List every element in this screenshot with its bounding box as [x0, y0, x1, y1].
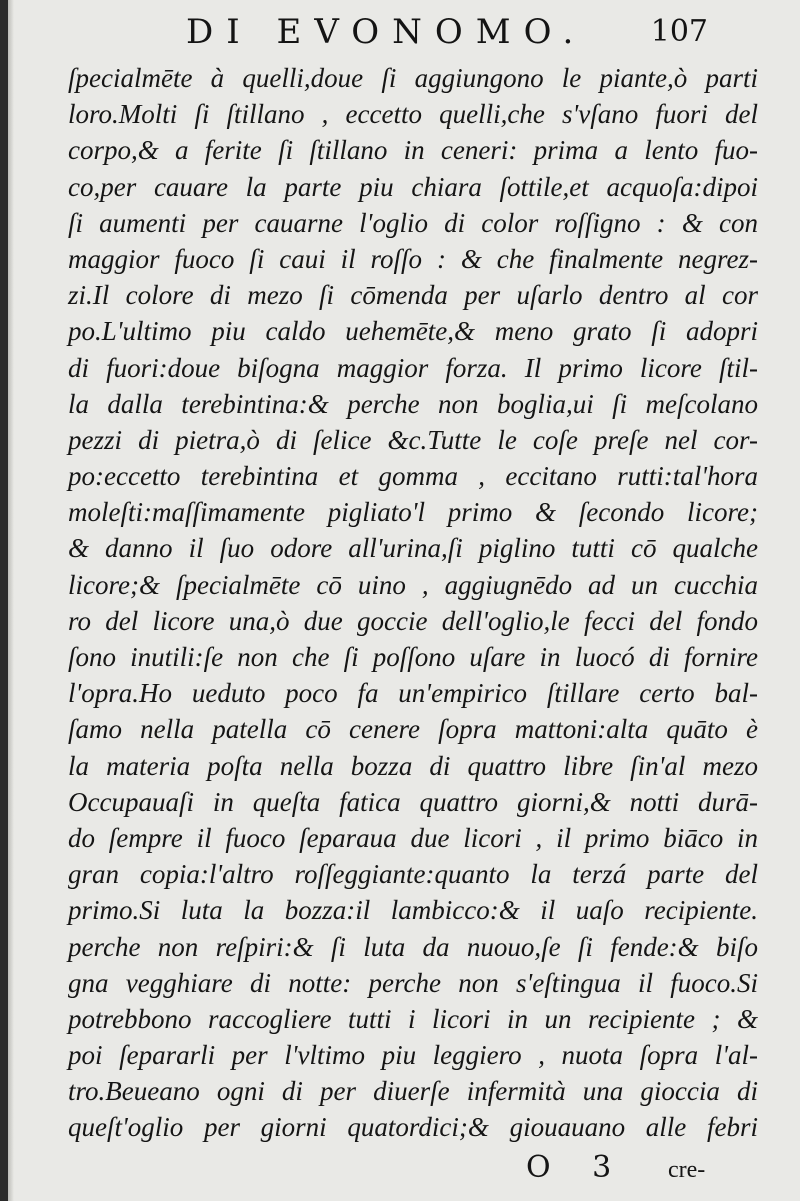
text-line: poi ſepararli per l'vltimo piu leggiero , nuota ſopra l'al- — [68, 1040, 758, 1071]
text-line: potrebbono raccogliere tutti i licori in un recipiente ; & — [68, 1003, 758, 1034]
text-line: ſi aumenti per cauarne l'oglio di color roſſigno : & con — [68, 207, 758, 238]
page-gutter-shadow — [8, 0, 14, 1201]
page-number: 107 — [650, 14, 708, 49]
text-line: maggior fuoco ſi caui il roſſo : & che finalmente negrez- — [68, 243, 758, 274]
text-line: gna vegghiare di notte: perche non s'eſtingua il fuoco.Si — [68, 967, 758, 998]
signature-mark: O 3 — [526, 1150, 628, 1185]
text-line: do ſempre il fuoco ſeparaua due licori , il primo biāco in — [68, 822, 758, 853]
book-page — [8, 0, 800, 1201]
text-line: licore;& ſpecialmēte cō uino , aggiugnēdo ad un cucchia — [68, 569, 758, 600]
text-line: loro.Molti ſi ſtillano , eccetto quelli,che s'vſano fuori del — [68, 99, 758, 130]
text-line: la materia poſta nella bozza di quattro libre ſin'al mezo — [68, 750, 758, 781]
text-line: ſamo nella patella cō cenere ſopra mattoni:alta quāto è — [68, 714, 758, 745]
text-line: gran copia:l'altro roſſeggiante:quanto la terzá parte del — [68, 859, 758, 890]
text-line: Occupauaſi in queſta fatica quattro giorni,& notti durā- — [68, 786, 758, 817]
text-line: moleſti:maſſimamente pigliato'l primo & ſecondo licore; — [68, 497, 758, 528]
running-head — [8, 14, 800, 50]
text-line: la dalla terebintina:& perche non boglia,ui ſi meſcolano — [68, 388, 758, 419]
text-line: po:eccetto terebintina et gomma , eccitano rutti:tal'hora — [68, 461, 758, 492]
text-line: ro del licore una,ò due goccie dell'oglio,le fecci del fondo — [68, 605, 758, 636]
text-line: tro.Beueano ogni di per diuerſe infermità una gioccia di — [68, 1076, 758, 1107]
text-line: l'opra.Ho ueduto poco fa un'empirico ſtillare certo bal- — [68, 678, 758, 709]
text-line: perche non reſpiri:& ſi luta da nuouo,ſe ſi fende:& biſo — [68, 931, 758, 962]
text-line: corpo,& a ferite ſi ſtillano in ceneri: prima a lento fuo- — [68, 135, 758, 166]
text-line: zi.Il colore di mezo ſi cōmenda per uſarlo dentro al cor — [68, 280, 758, 311]
running-title: DI EVONOMO. — [186, 12, 587, 52]
text-line: ſpecialmēte à quelli,doue ſi aggiungono le piante,ò parti — [68, 63, 758, 93]
text-line: po.L'ultimo piu caldo uehemēte,& meno grato ſi adopri — [68, 316, 758, 347]
catchword: cre- — [668, 1157, 706, 1183]
text-line: di fuori:doue biſogna maggior forza. Il primo licore ſtil- — [68, 352, 758, 383]
text-line: ſono inutili:ſe non che ſi poſſono uſare in luocó di fornire — [68, 642, 758, 672]
text-line: pezzi di pietra,ò di ſelice &c.Tutte le coſe preſe nel cor- — [68, 424, 758, 455]
text-line: co,per cauare la parte piu chiara ſottile,et acquoſa:dipoi — [68, 171, 758, 202]
text-line: queſt'oglio per giorni quatordici;& giouauano alle febri — [68, 1112, 758, 1143]
text-line: primo.Si luta la bozza:il lambicco:& il uaſo recipiente. — [68, 895, 758, 926]
text-line: & danno il ſuo odore all'urina,ſi piglino tutti cō qualche — [68, 533, 758, 564]
body-text — [68, 60, 758, 1146]
